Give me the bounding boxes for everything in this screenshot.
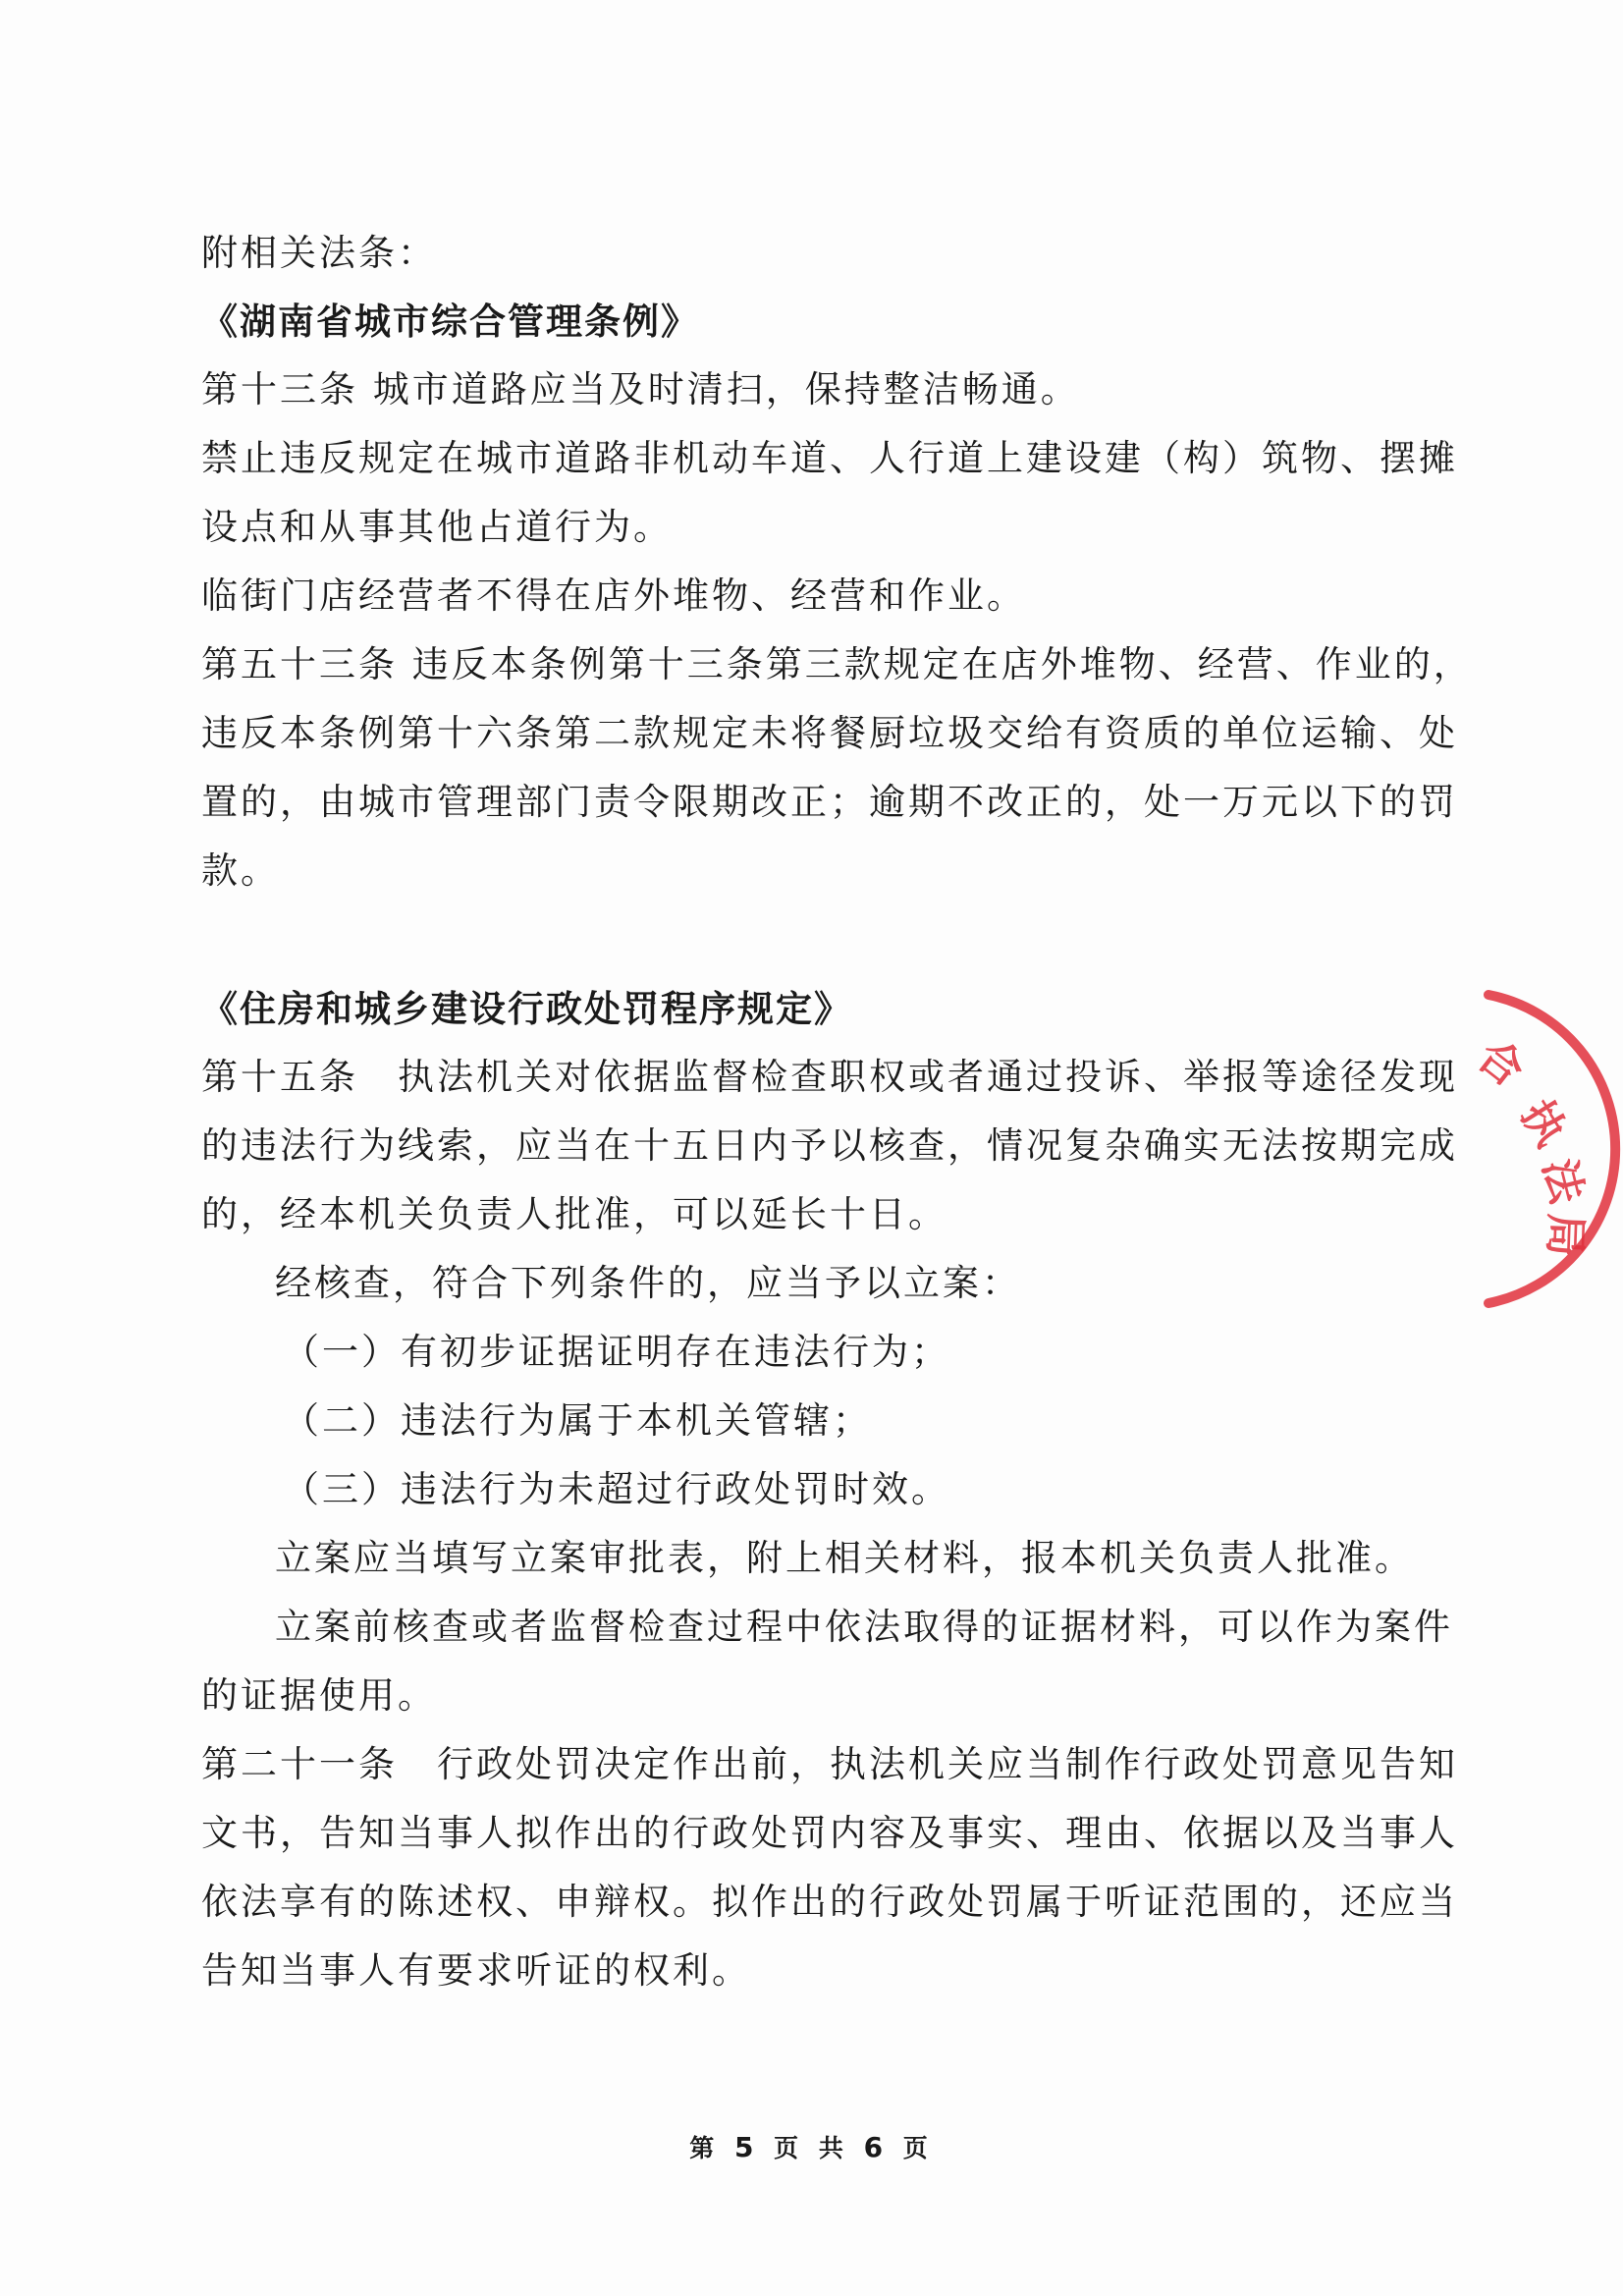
law1-line: 款。 (201, 849, 280, 892)
attachment-heading: 附相关法条： (201, 232, 437, 274)
law1-line: 违反本条例第十六条第二款规定未将餐厨垃圾交给有资质的单位运输、处 (201, 712, 1458, 754)
article-21-line: 文书，告知当事人拟作出的行政处罚内容及事实、理由、依据以及当事人 (201, 1812, 1458, 1854)
condition-intro: 经核查，符合下列条件的，应当予以立案： (275, 1262, 1021, 1304)
page-footer (0, 2129, 1623, 2164)
filing-paragraph: 立案应当填写立案审批表，附上相关材料，报本机关负责人批准。 (275, 1537, 1414, 1579)
law1-line: 第五十三条 违反本条例第十三条第三款规定在店外堆物、经营、作业的， (201, 643, 1473, 685)
law1-line: 禁止违反规定在城市道路非机动车道、人行道上建设建（构）筑物、摆摊 (201, 437, 1458, 479)
seal-char: 执 (1510, 1091, 1577, 1156)
footer-middle: 页 共 (774, 2134, 849, 2162)
seal-char: 法 (1533, 1154, 1593, 1209)
article-15-line: 的违法行为线索，应当在十五日内予以核查，情况复杂确实无法按期完成 (201, 1124, 1458, 1167)
law1-title: 《湖南省城市综合管理条例》 (201, 300, 699, 343)
footer-suffix: 页 (902, 2134, 934, 2162)
article-15-line: 第十五条 执法机关对依据监督检查职权或者通过投诉、举报等途径发现 (201, 1056, 1458, 1098)
condition-item: （二）违法行为属于本机关管辖； (283, 1399, 872, 1442)
seal-char: 局 (1539, 1212, 1591, 1258)
article-21-line: 告知当事人有要求听证的权利。 (201, 1949, 751, 1992)
evidence-paragraph: 立案前核查或者监督检查过程中依法取得的证据材料，可以作为案件 (275, 1606, 1453, 1648)
evidence-paragraph: 的证据使用。 (201, 1674, 437, 1717)
article-21-line: 依法享有的陈述权、申辩权。拟作出的行政处罚属于听证范围的，还应当 (201, 1881, 1458, 1923)
official-seal-stamp (1394, 967, 1623, 1331)
current-page-number: 5 (733, 2131, 760, 2163)
law1-line: 设点和从事其他占道行为。 (201, 506, 673, 548)
article-21-line: 第二十一条 行政处罚决定作出前，执法机关应当制作行政处罚意见告知 (201, 1743, 1458, 1785)
law1-line: 第十三条 城市道路应当及时清扫，保持整洁畅通。 (201, 368, 1080, 410)
footer-prefix: 第 (689, 2134, 721, 2162)
law1-line: 置的，由城市管理部门责令限期改正；逾期不改正的，处一万元以下的罚 (201, 781, 1458, 823)
law2-title: 《住房和城乡建设行政处罚程序规定》 (201, 987, 852, 1030)
condition-item: （一）有初步证据证明存在违法行为； (283, 1331, 950, 1373)
condition-item: （三）违法行为未超过行政处罚时效。 (283, 1468, 950, 1510)
article-15-line: 的，经本机关负责人批准，可以延长十日。 (201, 1193, 947, 1235)
total-page-number: 6 (863, 2131, 890, 2163)
law1-line: 临街门店经营者不得在店外堆物、经营和作业。 (201, 574, 1026, 617)
seal-char: 合 (1468, 1030, 1534, 1097)
